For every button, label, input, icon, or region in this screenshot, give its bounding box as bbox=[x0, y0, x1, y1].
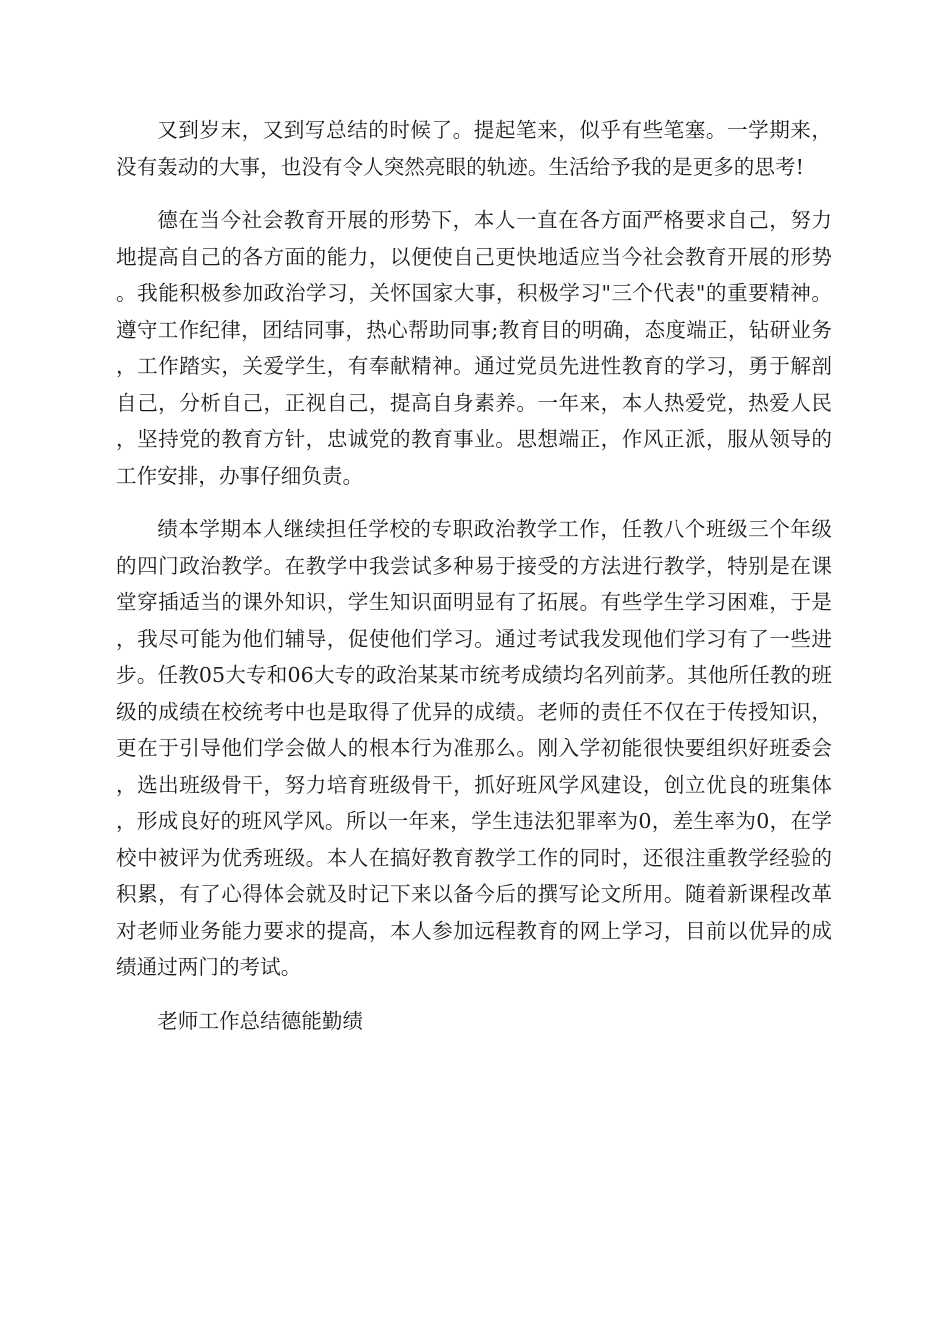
paragraph-de: 德在当今社会教育开展的形势下，本人一直在各方面严格要求自己，努力地提高自己的各方面的能力，以便使自己更快地适应当今社会教育开展的形势。我能积极参加政治学习，关怀国家大事，积极学习"三个代表"的重要精神。遵守工作纪律，团结同事，热心帮助同事;教育目的明确，态度端正，钻研业务，工作踏实，关爱学生，有奉献精神。通过党员先进性教育的学习，勇于解剖自己，分析自己，正视自己，提高自身素养。一年来，本人热爱党，热爱人民，坚持党的教育方针，忠诚党的教育事业。思想端正，作风正派，服从领导的工作安排，办事仔细负责。 bbox=[116, 208, 832, 488]
paragraph-ji: 绩本学期本人继续担任学校的专职政治教学工作，任教八个班级三个年级的四门政治教学。在教学中我尝试多种易于接受的方法进行教学，特别是在课堂穿插适当的课外知识，学生知识面明显有了拓展。有些学生学习困难，于是，我尽可能为他们辅导，促使他们学习。通过考试我发现他们学习有了一些进步。任教05大专和06大专的政治某某市统考成绩均名列前茅。其他所任教的班级的成绩在校统考中也是取得了优异的成绩。老师的责任不仅在于传授知识，更在于引导他们学会做人的根本行为准那么。刚入学初能很快要组织好班委会，选出班级骨干，努力培育班级骨干，抓好班风学风建设，创立优良的班集体，形成良好的班风学风。所以一年来，学生违法犯罪率为0，差生率为0，在学校中被评为优秀班级。本人在搞好教育教学工作的同时，还很注重教学经验的积累，有了心得体会就及时记下来以备今后的撰写论文所用。随着新课程改革对老师业务能力要求的提高，本人参加远程教育的网上学习，目前以优异的成绩通过两门的考试。 bbox=[116, 517, 832, 979]
document-heading-line: 老师工作总结德能勤绩 bbox=[157, 1008, 364, 1033]
document-page bbox=[116, 112, 832, 1056]
paragraph-intro: 又到岁末，又到写总结的时候了。提起笔来，似乎有些笔塞。一学期来，没有轰动的大事，也没有令人突然亮眼的轨迹。生活给予我的是更多的思考! bbox=[116, 118, 832, 179]
